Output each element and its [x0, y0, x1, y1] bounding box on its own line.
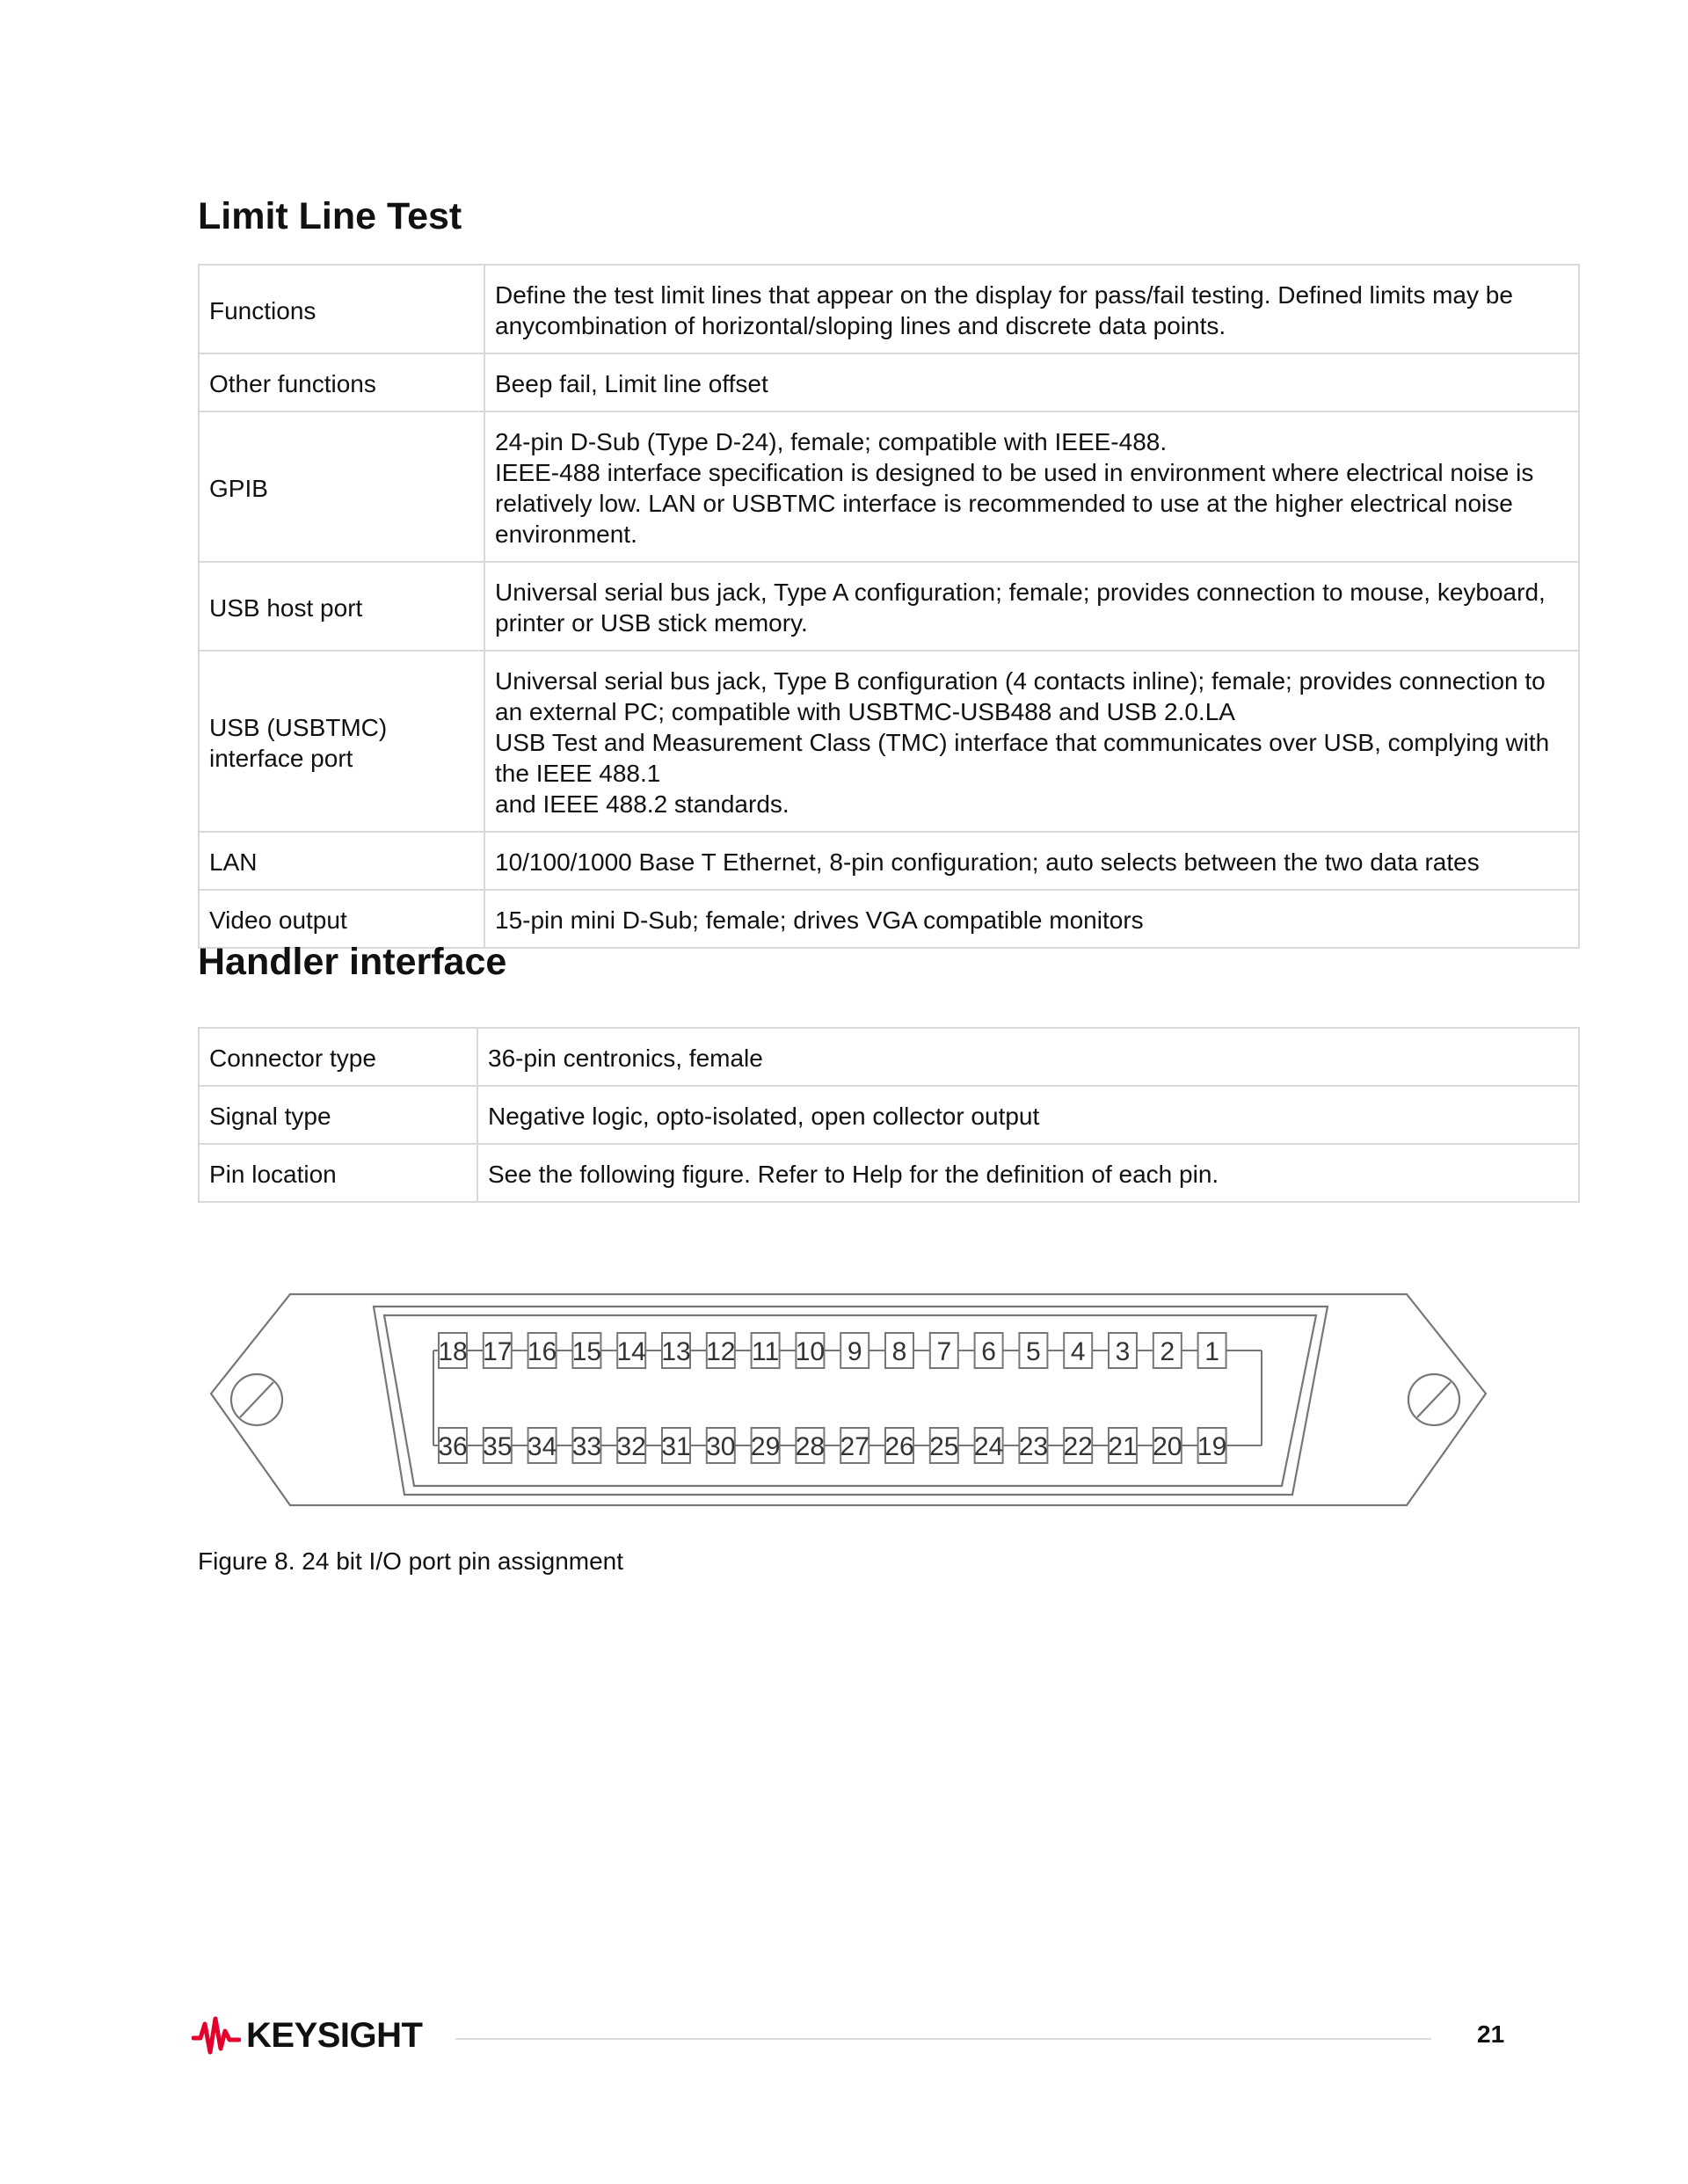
row-label: Video output — [199, 890, 484, 948]
connector-pin — [885, 1333, 913, 1368]
logo-wordmark: KEYSIGHT — [246, 2015, 423, 2055]
connector-pin — [572, 1333, 601, 1368]
connector-pin — [1109, 1333, 1137, 1368]
row-label: Functions — [199, 265, 484, 353]
pin-number: 31 — [661, 1432, 691, 1461]
pin-number: 24 — [973, 1432, 1004, 1461]
row-value: Define the test limit lines that appear on the display for pass/fail testing. Defined limits may be anycombination of horizontal/sloping lines and discrete data points. — [484, 265, 1579, 353]
row-label: GPIB — [199, 411, 484, 562]
row-label: Other functions — [199, 353, 484, 411]
pin-number: 34 — [527, 1432, 557, 1461]
pin-number: 9 — [847, 1337, 862, 1366]
connector-pin — [1019, 1428, 1048, 1463]
row-value: Universal serial bus jack, Type B configuration (4 contacts inline); female; provides connection to an external PC; compatible with USBTMC-USB488 and USB 2.0.LA USB Test and Measurement Class (TMC) interface that communicates over USB, complying with the IEEE 488.1 and IEEE 488.2 standards. — [484, 651, 1579, 832]
row-label: Pin location — [199, 1144, 477, 1202]
pin-number: 11 — [752, 1337, 780, 1366]
pin-number: 5 — [1026, 1337, 1041, 1366]
connector-pin — [528, 1333, 557, 1368]
connector-pin — [840, 1428, 869, 1463]
pin-number: 18 — [438, 1337, 468, 1366]
connector-pin — [661, 1428, 690, 1463]
connector-pin — [1064, 1428, 1093, 1463]
table-row — [199, 353, 1579, 411]
pin-number: 19 — [1197, 1432, 1227, 1461]
pin-number: 30 — [706, 1432, 736, 1461]
connector-pin — [483, 1428, 512, 1463]
pin-number: 13 — [661, 1337, 691, 1366]
table-row — [199, 832, 1579, 890]
footer-divider — [455, 2038, 1431, 2040]
connector-pin — [929, 1428, 958, 1463]
pin-number: 1 — [1204, 1337, 1219, 1366]
connector-pin — [1108, 1428, 1137, 1463]
connector-pin — [438, 1428, 467, 1463]
handler-interface-table — [198, 1027, 1580, 1203]
row-value: 10/100/1000 Base T Ethernet, 8-pin configuration; auto selects between the two data rates — [484, 832, 1579, 890]
pin-number: 32 — [616, 1432, 646, 1461]
pin-number: 36 — [438, 1432, 468, 1461]
row-label: USB host port — [199, 562, 484, 651]
pin-number: 33 — [571, 1432, 602, 1461]
connector-pin — [975, 1333, 1003, 1368]
row-label: LAN — [199, 832, 484, 890]
pin-number: 27 — [840, 1432, 869, 1461]
section-title-limit-line-test: Limit Line Test — [198, 195, 462, 237]
pin-number: 28 — [795, 1432, 826, 1461]
row-value: Universal serial bus jack, Type A configuration; female; provides connection to mouse, keyboard, printer or USB stick memory. — [484, 562, 1579, 651]
row-label: Signal type — [199, 1086, 477, 1144]
page-number: 21 — [1477, 2020, 1505, 2048]
table-row — [199, 651, 1579, 832]
connector-pin — [1197, 1428, 1226, 1463]
connector-pin — [483, 1333, 512, 1368]
connector-pin — [796, 1333, 825, 1368]
keysight-wave-icon — [192, 2013, 241, 2057]
connector-pin-diagram — [198, 1275, 1499, 1521]
pin-number: 3 — [1115, 1337, 1131, 1366]
table-row — [199, 411, 1579, 562]
pin-number: 17 — [483, 1337, 513, 1366]
connector-pin — [528, 1428, 557, 1463]
connector-pin — [572, 1428, 601, 1463]
table-row — [199, 1028, 1579, 1086]
connector-pin — [752, 1333, 780, 1368]
row-value: Beep fail, Limit line offset — [484, 353, 1579, 411]
keysight-logo — [192, 2013, 422, 2057]
connector-pin — [930, 1333, 958, 1368]
table-row — [199, 1086, 1579, 1144]
pin-number: 2 — [1160, 1337, 1175, 1366]
row-value: 36-pin centronics, female — [477, 1028, 1579, 1086]
pin-number: 21 — [1108, 1432, 1138, 1461]
row-label: Connector type — [199, 1028, 477, 1086]
pin-number: 29 — [750, 1432, 781, 1461]
connector-pin — [1198, 1333, 1226, 1368]
connector-pin — [617, 1428, 646, 1463]
pin-number: 22 — [1063, 1432, 1093, 1461]
row-value: Negative logic, opto-isolated, open collector output — [477, 1086, 1579, 1144]
connector-pin — [796, 1428, 825, 1463]
row-value: See the following figure. Refer to Help for the definition of each pin. — [477, 1144, 1579, 1202]
row-value: 24-pin D-Sub (Type D-24), female; compatible with IEEE-488. IEEE-488 interface specification is designed to be used in environment where electrical noise is relatively low. LAN or USBTMC interface is recommended to use at the higher electrical noise environment. — [484, 411, 1579, 562]
pin-number: 12 — [706, 1337, 736, 1366]
row-label: USB (USBTMC) interface port — [199, 651, 484, 832]
connector-pin — [706, 1333, 735, 1368]
pin-number: 16 — [527, 1337, 557, 1366]
connector-pin — [617, 1333, 646, 1368]
connector-pin — [1064, 1333, 1092, 1368]
figure-caption: Figure 8. 24 bit I/O port pin assignment — [198, 1547, 624, 1575]
pin-number: 25 — [929, 1432, 959, 1461]
pin-number: 15 — [571, 1337, 602, 1366]
pin-number: 10 — [795, 1337, 826, 1366]
connector-pin — [974, 1428, 1003, 1463]
pin-number: 20 — [1153, 1432, 1182, 1461]
pin-number: 4 — [1070, 1337, 1086, 1366]
connector-pin — [884, 1428, 913, 1463]
pin-number: 8 — [891, 1337, 907, 1366]
connector-pin — [661, 1333, 690, 1368]
pin-number: 14 — [616, 1337, 646, 1366]
pin-number: 6 — [981, 1337, 996, 1366]
pin-number: 7 — [936, 1337, 952, 1366]
connector-pin — [1153, 1333, 1182, 1368]
table-row — [199, 562, 1579, 651]
table-row — [199, 1144, 1579, 1202]
pin-number: 26 — [884, 1432, 914, 1461]
connector-pin — [706, 1428, 735, 1463]
limit-line-test-table — [198, 264, 1580, 949]
connector-pin — [438, 1333, 467, 1368]
connector-pin — [1019, 1333, 1047, 1368]
pin-number: 23 — [1018, 1432, 1049, 1461]
row-value: 15-pin mini D-Sub; female; drives VGA compatible monitors — [484, 890, 1579, 948]
pin-number: 35 — [483, 1432, 513, 1461]
section-title-handler-interface: Handler interface — [198, 941, 507, 983]
connector-pin — [1153, 1428, 1182, 1463]
table-row — [199, 890, 1579, 948]
connector-shell — [211, 1294, 1486, 1505]
connector-pin — [840, 1333, 869, 1368]
table-row — [199, 265, 1579, 353]
connector-pin — [751, 1428, 780, 1463]
